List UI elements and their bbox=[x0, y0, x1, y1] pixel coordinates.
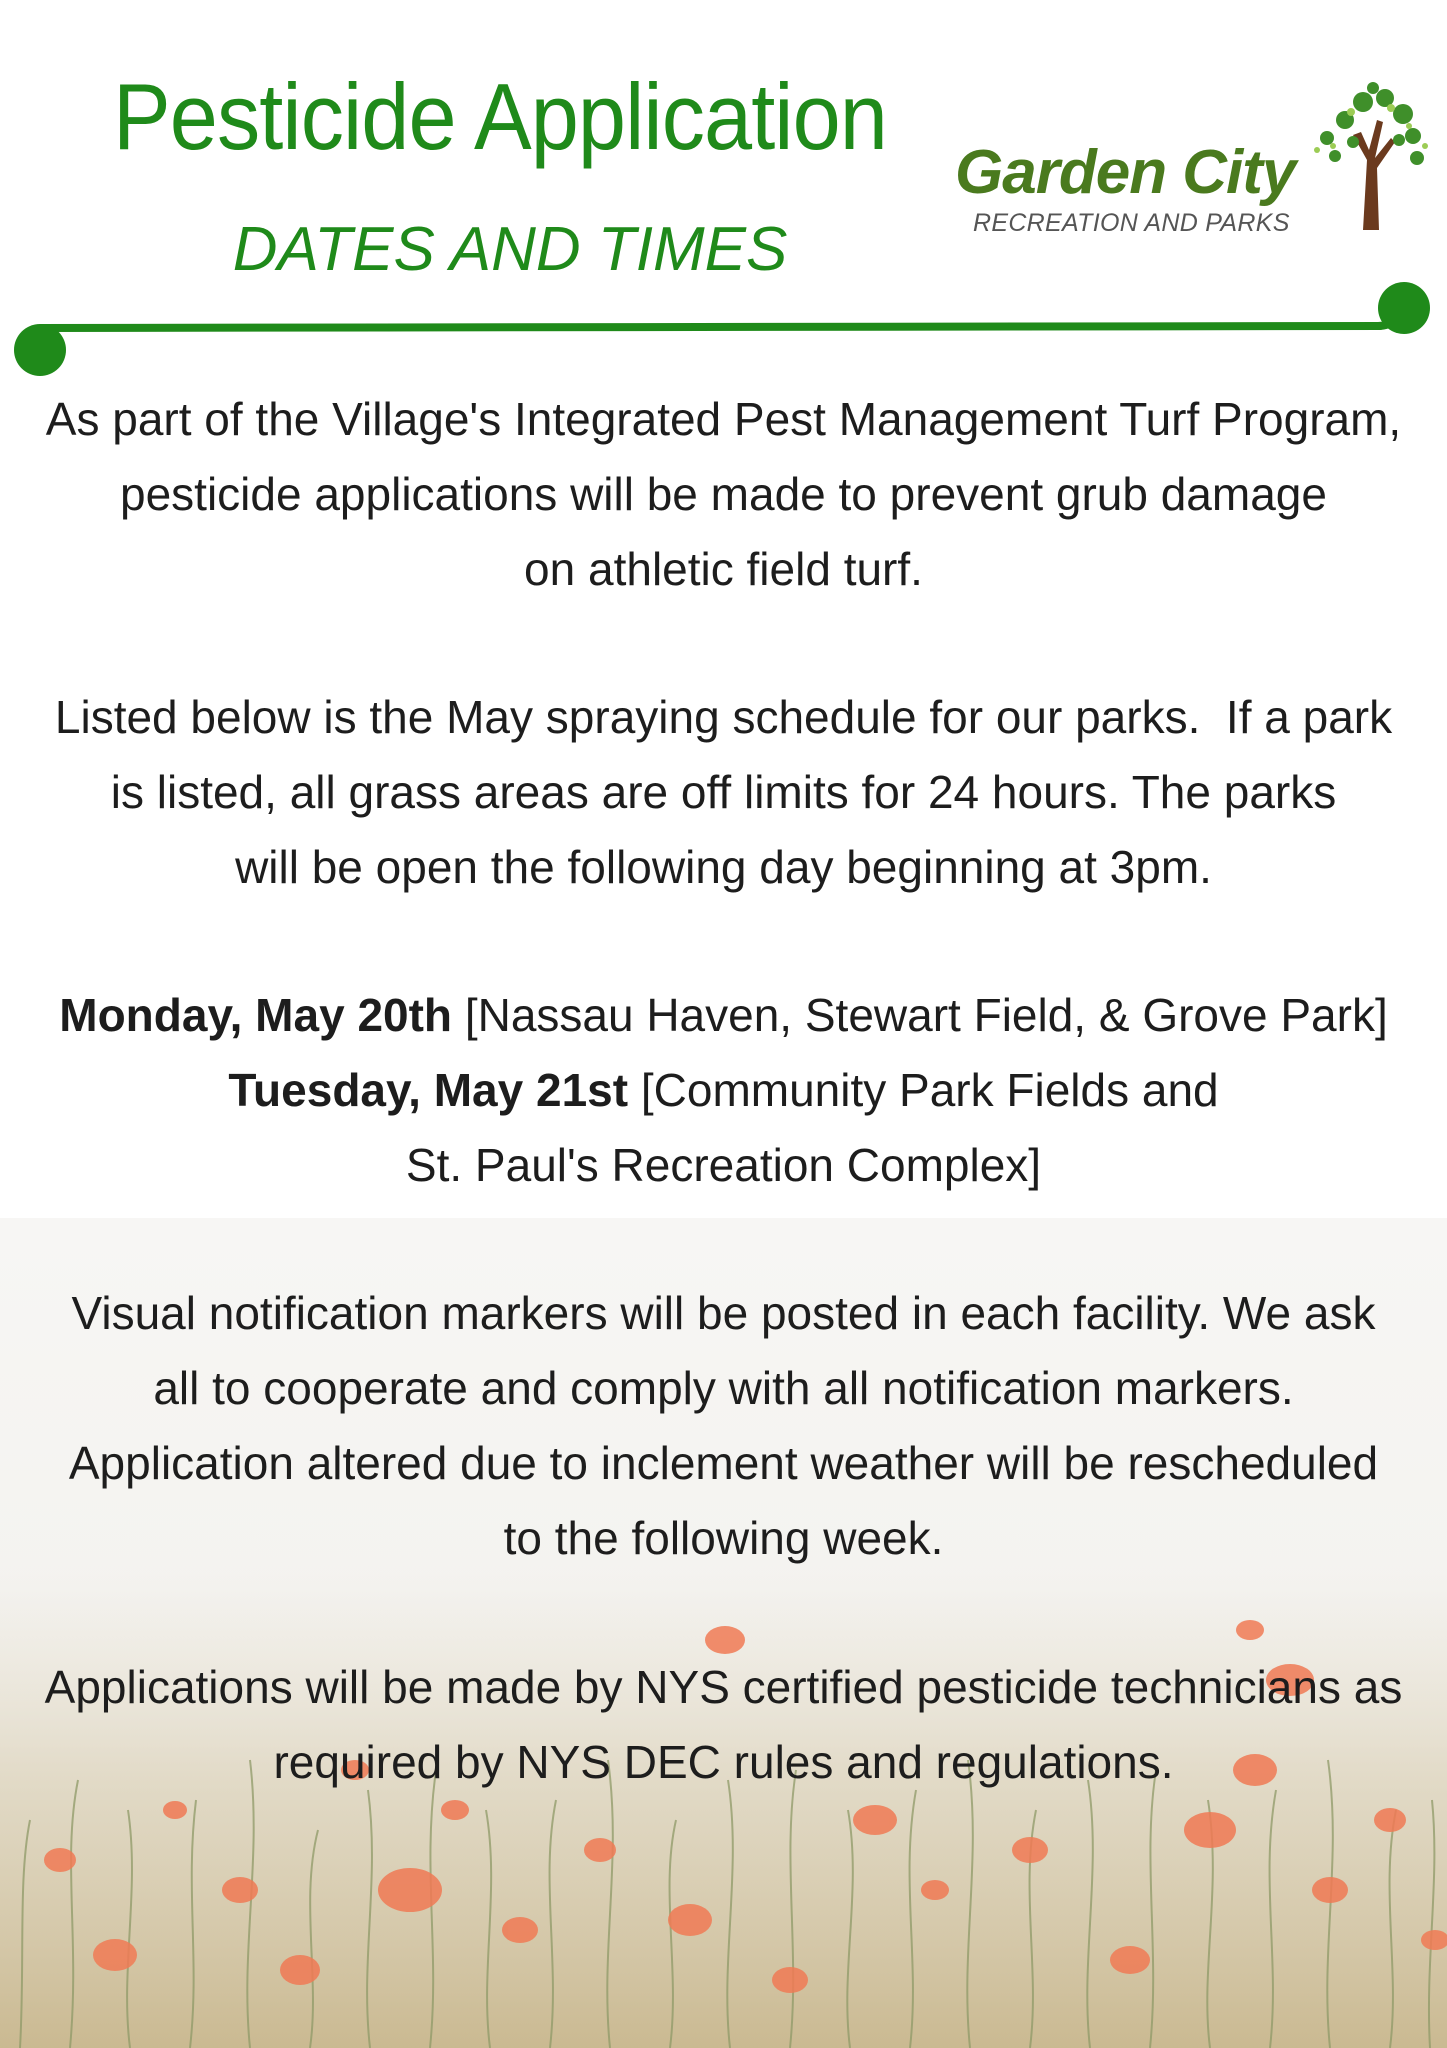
notice-line: all to cooperate and comply with all notification markers. bbox=[153, 1362, 1294, 1414]
notice-line: to the following week. bbox=[503, 1512, 944, 1564]
poppy-meadow-image bbox=[0, 1560, 1447, 2048]
schedule-note-line: Listed below is the May spraying schedule for our parks. If a park bbox=[54, 691, 1393, 743]
garden-city-logo bbox=[955, 80, 1435, 250]
certification-line: required by NYS DEC rules and regulations. bbox=[273, 1736, 1174, 1788]
schedule-list bbox=[0, 978, 1447, 1203]
schedule-day: Tuesday, May 21st bbox=[228, 1064, 629, 1116]
intro-line: on athletic field turf. bbox=[524, 543, 923, 595]
schedule-note-paragraph bbox=[0, 680, 1447, 905]
green-divider bbox=[0, 270, 1447, 380]
tree-icon bbox=[1305, 80, 1435, 240]
schedule-parks: [Nassau Haven, Stewart Field, & Grove Park] bbox=[464, 989, 1388, 1041]
logo-tagline: RECREATION AND PARKS bbox=[973, 209, 1290, 237]
certification-line: Applications will be made by NYS certified pesticide technicians as bbox=[44, 1661, 1403, 1713]
certification-paragraph bbox=[0, 1650, 1447, 1800]
intro-line: pesticide applications will be made to prevent grub damage bbox=[120, 468, 1327, 520]
page-subtitle: DATES AND TIMES bbox=[232, 215, 788, 284]
intro-line: As part of the Village's Integrated Pest Management Turf Program, bbox=[45, 393, 1402, 445]
notice-line: Visual notification markers will be posted in each facility. We ask bbox=[71, 1287, 1376, 1339]
notification-paragraph bbox=[0, 1276, 1447, 1576]
schedule-parks-continued: St. Paul's Recreation Complex] bbox=[405, 1139, 1042, 1191]
schedule-note-line: is listed, all grass areas are off limits for 24 hours. The parks bbox=[110, 766, 1337, 818]
logo-name: Garden City bbox=[955, 138, 1296, 207]
intro-paragraph bbox=[0, 382, 1447, 607]
page-title: Pesticide Application bbox=[113, 64, 887, 169]
schedule-parks: [Community Park Fields and bbox=[640, 1064, 1219, 1116]
schedule-item bbox=[0, 1053, 1447, 1128]
schedule-note-line: will be open the following day beginning at 3pm. bbox=[235, 841, 1212, 893]
schedule-day: Monday, May 20th bbox=[59, 989, 453, 1041]
notice-line: Application altered due to inclement weather will be rescheduled bbox=[68, 1437, 1379, 1489]
schedule-item bbox=[0, 978, 1447, 1053]
